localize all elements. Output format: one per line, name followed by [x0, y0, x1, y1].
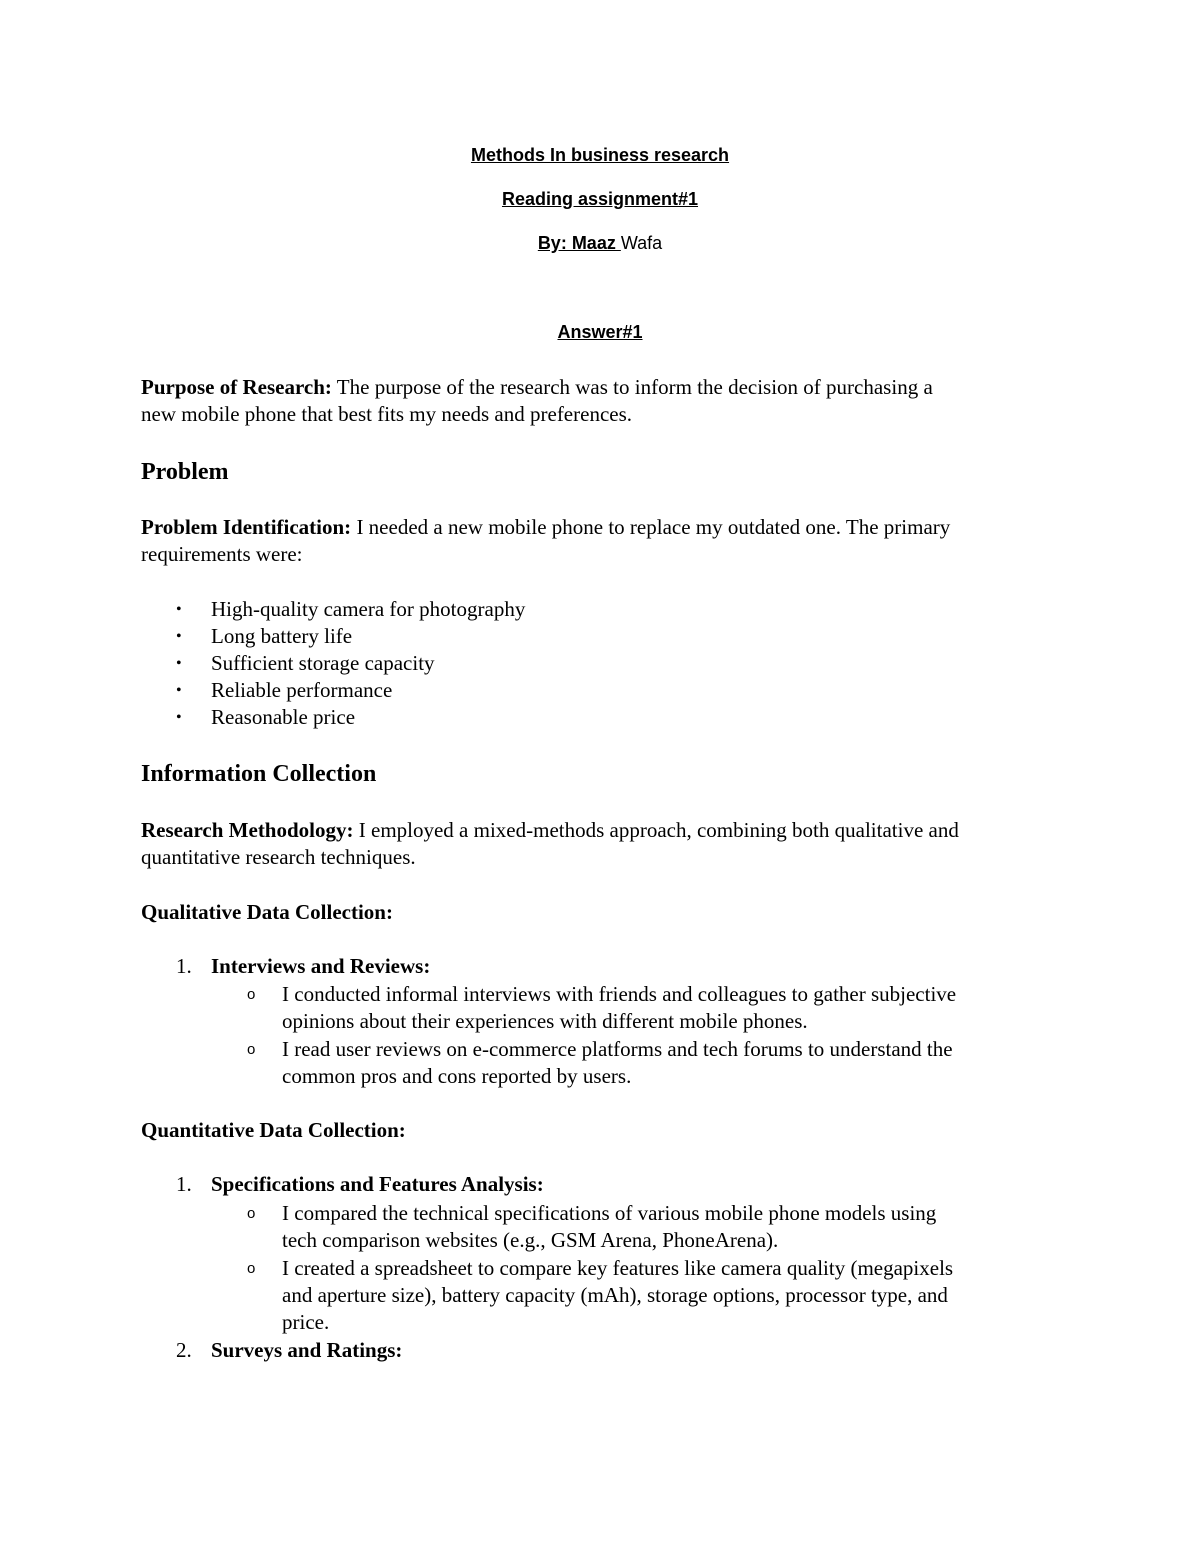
method-label: Research Methodology:	[141, 818, 354, 842]
sub-bullet-icon: o	[247, 986, 256, 1003]
bullet-icon: •	[176, 628, 182, 645]
sub-bullet-icon: o	[247, 1041, 256, 1058]
author-line	[0, 232, 1200, 254]
problem-line-2: requirements were:	[141, 542, 303, 566]
answer-title-text: Answer#1	[557, 322, 643, 342]
purpose-line-2: new mobile phone that best fits my needs and preferences.	[141, 402, 633, 426]
method-line-1	[141, 817, 1071, 844]
quant-sub1-line1: I compared the technical specifications of various mobile phone models using	[282, 1201, 937, 1225]
list-number: 1.	[176, 954, 192, 978]
author-label: By: Maaz	[537, 233, 621, 253]
problem-line-1	[141, 514, 1071, 541]
problem-heading: Problem	[141, 459, 229, 485]
quant-sub2-line2: and aperture size), battery capacity (mAh), storage options, processor type, and	[282, 1283, 948, 1307]
purpose-text-1: The purpose of the research was to inform the decision of purchasing a	[331, 375, 933, 399]
requirement-item: High-quality camera for photography	[211, 597, 526, 621]
info-heading: Information Collection	[141, 761, 377, 787]
sub-bullet-icon: o	[247, 1260, 256, 1277]
requirement-item: Reliable performance	[211, 678, 393, 702]
qual-sub2-line2: common pros and cons reported by users.	[282, 1064, 632, 1088]
requirement-item: Long battery life	[211, 624, 353, 648]
qual-sub1-line2: opinions about their experiences with different mobile phones.	[282, 1009, 808, 1033]
method-line-2: quantitative research techniques.	[141, 845, 416, 869]
qualitative-heading: Qualitative Data Collection:	[141, 900, 393, 924]
bullet-icon: •	[176, 682, 182, 699]
list-number: 2.	[176, 1338, 192, 1362]
assignment-title	[0, 188, 1200, 210]
problem-text-1: I needed a new mobile phone to replace my outdated one. The primary	[351, 515, 951, 539]
quant-sub2-line1: I created a spreadsheet to compare key features like camera quality (megapixels	[282, 1256, 954, 1280]
requirement-item: Sufficient storage capacity	[211, 651, 435, 675]
bullet-icon: •	[176, 709, 182, 726]
qual-sub1-line1: I conducted informal interviews with friends and colleagues to gather subjective	[282, 982, 957, 1006]
requirement-item: Reasonable price	[211, 705, 356, 729]
quantitative-item-title: Surveys and Ratings:	[211, 1338, 403, 1362]
quantitative-heading: Quantitative Data Collection:	[141, 1118, 406, 1142]
quant-sub2-line3: price.	[282, 1310, 330, 1334]
sub-bullet-icon: o	[247, 1205, 256, 1222]
problem-id-label: Problem Identification:	[141, 515, 352, 539]
assignment-title-text: Reading assignment#1	[501, 189, 699, 209]
method-text-1: I employed a mixed-methods approach, combining both qualitative and	[353, 818, 959, 842]
course-title-text: Methods In business research	[470, 145, 730, 165]
list-number: 1.	[176, 1172, 192, 1196]
purpose-label: Purpose of Research:	[141, 375, 332, 399]
quantitative-item-title: Specifications and Features Analysis:	[211, 1172, 544, 1196]
bullet-icon: •	[176, 601, 182, 618]
author-name: Wafa	[620, 233, 663, 253]
qual-sub2-line1: I read user reviews on e-commerce platforms and tech forums to understand the	[282, 1037, 953, 1061]
qualitative-item-title: Interviews and Reviews:	[211, 954, 431, 978]
quant-sub1-line2: tech comparison websites (e.g., GSM Arena, PhoneArena).	[282, 1228, 779, 1252]
bullet-icon: •	[176, 655, 182, 672]
answer-title	[0, 321, 1200, 343]
purpose-line-1	[141, 374, 1071, 401]
course-title	[0, 144, 1200, 166]
